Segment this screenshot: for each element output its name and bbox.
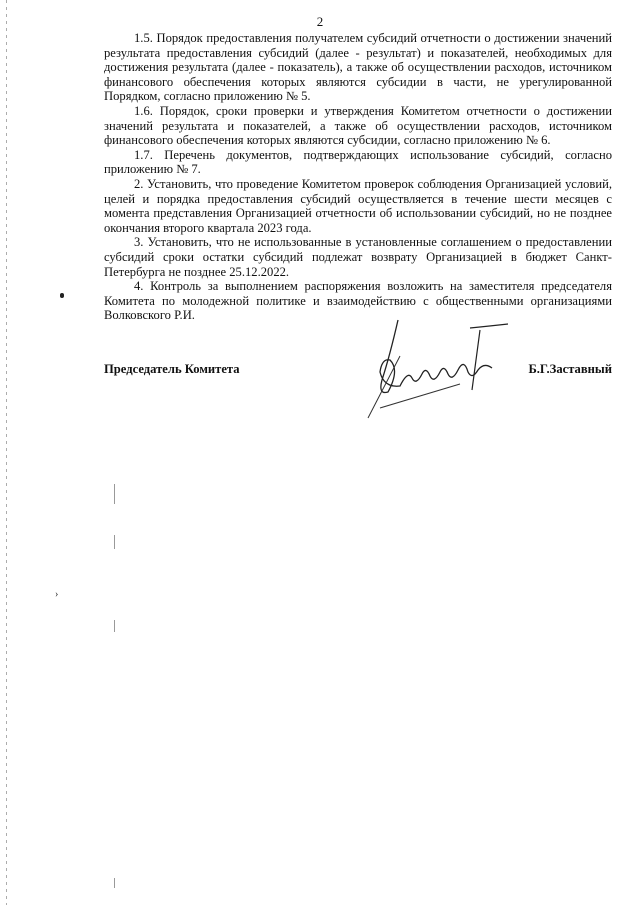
signatory-title: Председатель Комитета: [104, 362, 240, 376]
scan-line: [114, 878, 115, 888]
signatory-name: Б.Г.Заставный: [528, 362, 612, 376]
document-body: [104, 31, 612, 323]
paragraph-1-7: 1.7. Перечень документов, подтверждающих использование субсидий, согласно приложению № 7.: [104, 147, 612, 177]
page-number: 2: [316, 14, 324, 29]
scan-edge: [6, 0, 7, 905]
signature-row: [104, 362, 612, 382]
arrow-mark-icon: ›: [55, 589, 59, 600]
paragraph-1-6: 1.6. Порядок, сроки проверки и утверждения Комитетом отчетности о достижении значений результата и показателей, а также об осуществлении расходов, источником финансового обеспечения которых являются субсидии, согласно приложению № 6.: [104, 103, 612, 148]
paragraph-1-5: 1.5. Порядок предоставления получателем субсидий отчетности о достижении значений результата предоставления субсидий (далее - результат) и показателей, необходимых для достижения результата (далее - показатель), а также об осуществлении расходов, источником финансового обеспечения которых являются субсидии в части, не урегулированной Порядком, согласно приложению № 5.: [104, 31, 612, 104]
scan-line: [114, 620, 115, 632]
paragraph-4: 4. Контроль за выполнением распоряжения возложить на заместителя председателя Комитета по молодежной политике и взаимодействию с общественными организациями Волковского Р.И.: [104, 279, 612, 323]
scan-line: [114, 484, 115, 504]
paragraph-2: 2. Установить, что проведение Комитетом проверок соблюдения Организацией условий, целей и порядка предоставления субсидий осуществляется в течение шести месяцев с момента представления Организацией отчетности об использовании субсидий, но не позднее окончания второго квартала 2023 года.: [104, 176, 612, 235]
scan-line: [114, 535, 115, 549]
paragraph-3: 3. Установить, что не использованные в установленные соглашением о предоставлении субсидий сроки остатки субсидий подлежат возврату Организацией в бюджет Санкт-Петербурга не позднее 25.12.2022.: [104, 235, 612, 279]
binder-dot-mark: [60, 293, 64, 298]
